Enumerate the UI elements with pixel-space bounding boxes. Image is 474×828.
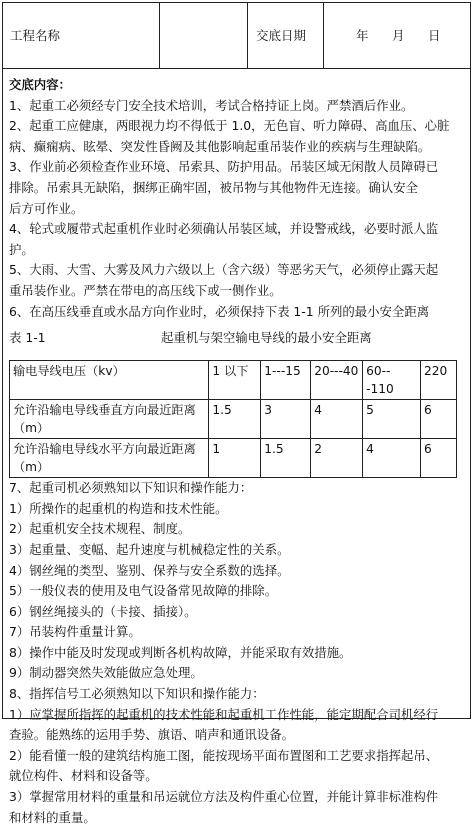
- table-header-cell: 220: [420, 361, 456, 400]
- year-label: 年: [356, 28, 369, 43]
- table-cell: 3: [261, 400, 311, 439]
- table-header-cell: 60---110: [363, 361, 421, 400]
- table-cell: 允许沿输电导线水平方向最近距离（m）: [10, 439, 209, 478]
- requirement-line: 2）能看懂一般的建筑结构施工图，能按现场平面布置图和工艺要求指挥起吊、: [9, 747, 439, 763]
- requirement-line: 1）应掌握所指挥的起重机的技术性能和起重机工作性能，能定期配合司机经行: [9, 706, 439, 722]
- table-id: 表 1-1: [9, 330, 46, 346]
- requirement-line: 7、起重司机必须熟知以下知识和操作能力：: [9, 480, 253, 496]
- requirement-line: 查验。能熟练的运用手势、旗语、哨声和通讯设备。: [9, 727, 294, 743]
- table-header-cell: 1---15: [261, 361, 311, 400]
- paragraph-block: [9, 96, 467, 323]
- day-label: 日: [428, 28, 441, 43]
- disclosure-sheet: [2, 2, 471, 825]
- requirement-line: 3）起重量、变幅、起升速度与机械稳定性的关系。: [9, 541, 290, 557]
- project-name-value-cell: [159, 3, 247, 68]
- requirement-line: 8）操作中能及时发现或判断各机构故障，并能采取有效措施。: [9, 644, 352, 660]
- table-caption: [9, 322, 467, 360]
- table-cell: 6: [420, 400, 456, 439]
- paragraph-line: 3、作业前必须检查作业环境、吊索具、防护用品。吊装区域无闲散人员障碍已: [9, 159, 439, 175]
- disclosure-content: [9, 75, 467, 828]
- table-cell: 1.5: [209, 400, 261, 439]
- requirement-line: 7）吊装构件重量计算。: [9, 624, 141, 640]
- table-row: [10, 400, 457, 439]
- month-label: 月: [392, 28, 405, 43]
- date-label-cell: [247, 3, 323, 68]
- content-title: 交底内容：: [9, 77, 71, 92]
- header-row: [3, 3, 470, 69]
- requirement-line: 1）所操作的起重机的构造和技术性能。: [9, 500, 228, 516]
- date-label: 交底日期: [256, 28, 307, 43]
- requirement-line: 4）钢丝绳的类型、鉴别、保养与安全系数的选择。: [9, 562, 290, 578]
- table-cell: 4: [363, 439, 421, 478]
- date-value-cell: [323, 3, 470, 68]
- requirement-line: 6）钢丝绳接头的（卡接、插接）。: [9, 603, 197, 619]
- paragraph-line: 4、轮式或履带式起重机作业时必须确认吊装区域，并设警戒线，必要时派人监: [9, 221, 439, 237]
- table-row: [10, 439, 457, 478]
- requirement-line: 3）掌握常用材料的重量和吊运就位方法及构件重心位置，并能计算非标准构件: [9, 789, 439, 805]
- table-header-row: [10, 361, 457, 400]
- paragraph-line: 护。: [9, 241, 34, 257]
- table-header-cell: 输电导线电压（kv）: [10, 361, 209, 400]
- table-header-cell: 20---40: [311, 361, 363, 400]
- paragraph-line: 后方可作业。: [9, 200, 84, 216]
- table-title: 起重机与架空输电导线的最小安全距离: [161, 330, 372, 346]
- requirement-line: 9）制动器突然失效能做应急处理。: [9, 665, 203, 681]
- project-label-cell: [3, 3, 159, 68]
- paragraph-line: 病、癫痫病、眩晕、突发性昏阙及其他影响起重吊装作业的疾病与生理缺陷。: [9, 138, 431, 154]
- operator-requirements-block: [9, 478, 467, 828]
- table-cell: 4: [311, 400, 363, 439]
- paragraph-line: 6、在高压线垂直或水品方向作业时，必须保持下表 1-1 所列的最小安全距离: [9, 303, 430, 319]
- table-header-cell: 1 以下: [209, 361, 261, 400]
- safety-distance-table: [9, 360, 457, 478]
- paragraph-line: 1、起重工必须经专门安全技术培训，考试合格持证上岗。严禁酒后作业。: [9, 97, 414, 113]
- paragraph-line: 排除。吊索具无缺陷，捆绑正确牢固，被吊物与其他物件无连接。确认安全: [9, 179, 418, 195]
- requirement-line: 2）起重机安全技术规程、制度。: [9, 521, 191, 537]
- table-cell: 1: [209, 439, 261, 478]
- table-cell: 2: [311, 439, 363, 478]
- project-name-label: 工程名称: [10, 28, 61, 43]
- table-cell: 允许沿输电导线垂直方向最近距离（m）: [10, 400, 209, 439]
- requirement-line: 5）一般仪表的使用及电气设备常见故障的排除。: [9, 583, 278, 599]
- paragraph-line: 2、起重工应健康，两眼视力均不得低于 1.0，无色盲、听力障碍、高血压、心脏: [9, 118, 450, 134]
- paragraph-line: 重吊装作业。严禁在带电的高压线下或一侧作业。: [9, 282, 282, 298]
- requirement-line: 8、指挥信号工必须熟知以下知识和操作能力：: [9, 686, 265, 702]
- requirement-line: 就位构件、材料和设备等。: [9, 768, 158, 784]
- requirement-line: 和材料的重量。: [9, 809, 96, 825]
- table-cell: 6: [420, 439, 456, 478]
- paragraph-line: 5、大雨、大雪、大雾及风力六级以上（含六级）等恶劣天气，必须停止露天起: [9, 262, 439, 278]
- table-cell: 1.5: [261, 439, 311, 478]
- table-cell: 5: [363, 400, 421, 439]
